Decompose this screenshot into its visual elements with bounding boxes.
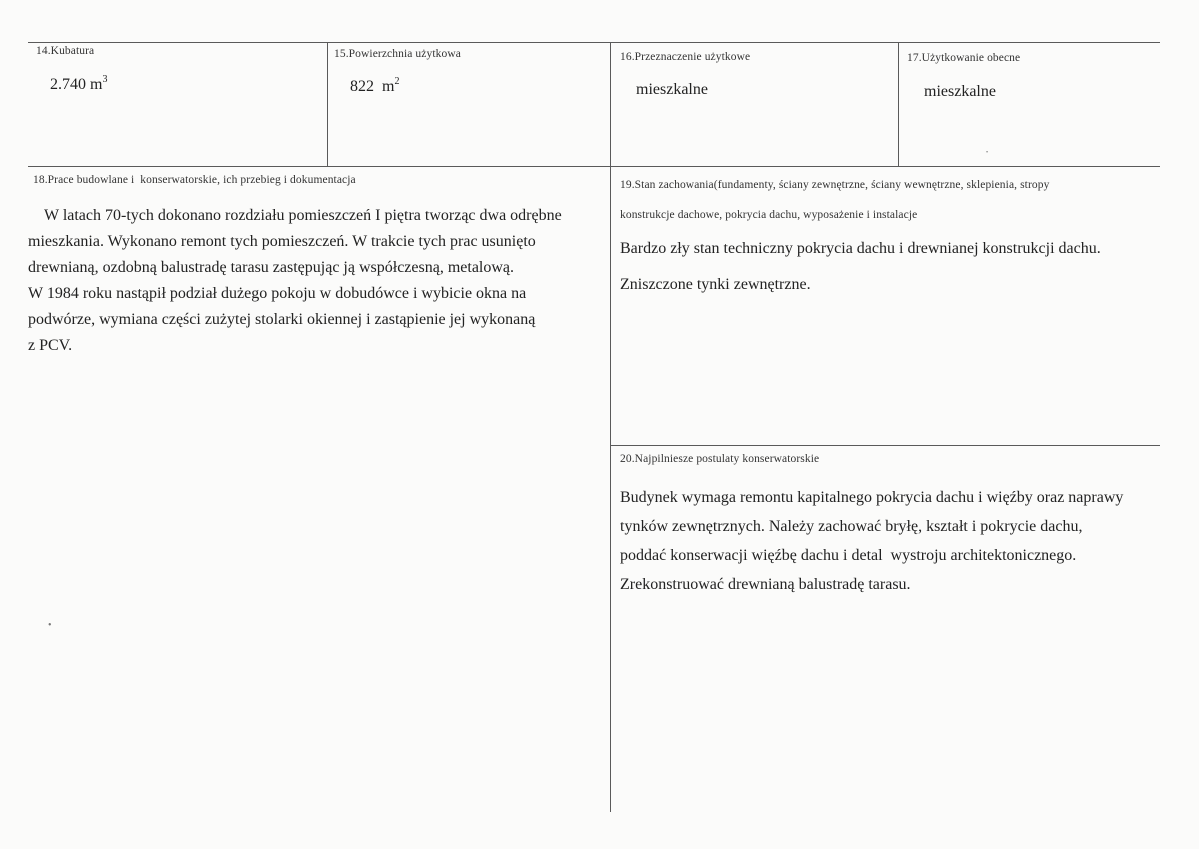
prace-line-2: mieszkania. Wykonano remont tych pomieszczeń. W trakcie tych prac usunięto bbox=[28, 233, 536, 250]
scan-speck: • bbox=[48, 620, 52, 631]
powierzchnia-label: 15.Powierzchnia użytkowa bbox=[334, 48, 461, 60]
postulaty-text bbox=[620, 483, 1155, 599]
przeznaczenie-label: 16.Przeznaczenie użytkowe bbox=[620, 51, 751, 63]
prace-line-4: W 1984 roku nastąpił podział dużego pokoju w dobudówce i wybicie okna na bbox=[28, 285, 527, 302]
postulaty-line-3: poddać konserwacji więźbę dachu i detal wystroju architektonicznego. bbox=[620, 547, 1077, 564]
prace-line-3: drewnianą, ozdobną balustradę tarasu zastępując ją współczesną, metalową. bbox=[28, 259, 515, 276]
prace-text bbox=[28, 203, 606, 359]
uzytkowanie-value: mieszkalne bbox=[924, 83, 996, 100]
prace-line-6: z PCV. bbox=[28, 337, 73, 354]
divider-col1 bbox=[327, 42, 328, 166]
stan-paragraph-2: Zniszczone tynki zewnętrzne. bbox=[620, 276, 811, 293]
prace-label: 18.Prace budowlane i konserwatorskie, ich przebieg i dokumentacja bbox=[33, 174, 356, 186]
section20-top-border bbox=[610, 445, 1160, 446]
divider-col3 bbox=[898, 42, 899, 166]
kubatura-label: 14.Kubatura bbox=[36, 45, 95, 57]
przeznaczenie-value: mieszkalne bbox=[636, 81, 708, 98]
kubatura-exponent: 3 bbox=[102, 74, 108, 85]
kubatura-value bbox=[50, 76, 107, 94]
scan-speck: • bbox=[986, 150, 989, 156]
postulaty-line-2: tynków zewnętrznych. Należy zachować bryłę, kształt i pokrycie dachu, bbox=[620, 518, 1083, 535]
prace-line-5: podwórze, wymiana części zużytej stolarki okiennej i zastąpienie jej wykonaną bbox=[28, 311, 536, 328]
divider-col2 bbox=[610, 42, 611, 812]
row1-bottom-border bbox=[28, 166, 1160, 167]
top-border bbox=[28, 42, 1160, 43]
powierzchnia-number: 822 m bbox=[350, 78, 395, 95]
powierzchnia-exponent: 2 bbox=[394, 76, 400, 87]
prace-line-1: W latach 70-tych dokonano rozdziału pomieszczeń I piętra tworząc dwa odrębne bbox=[44, 207, 562, 224]
postulaty-label: 20.Najpilniesze postulaty konserwatorskie bbox=[620, 453, 820, 465]
powierzchnia-value bbox=[350, 78, 399, 96]
kubatura-number: 2.740 m bbox=[50, 76, 103, 93]
stan-paragraph-1: Bardzo zły stan techniczny pokrycia dachu i drewnianej konstrukcji dachu. bbox=[620, 240, 1101, 257]
postulaty-line-4: Zrekonstruować drewnianą balustradę tarasu. bbox=[620, 576, 911, 593]
postulaty-line-1: Budynek wymaga remontu kapitalnego pokrycia dachu i więźby oraz naprawy bbox=[620, 489, 1124, 506]
stan-label-line-1: 19.Stan zachowania(fundamenty, ściany zewnętrzne, ściany wewnętrzne, sklepienia, stropy bbox=[620, 179, 1050, 191]
uzytkowanie-label: 17.Użytkowanie obecne bbox=[907, 52, 1021, 64]
stan-label-line-2: konstrukcje dachowe, pokrycia dachu, wyposażenie i instalacje bbox=[620, 209, 918, 221]
